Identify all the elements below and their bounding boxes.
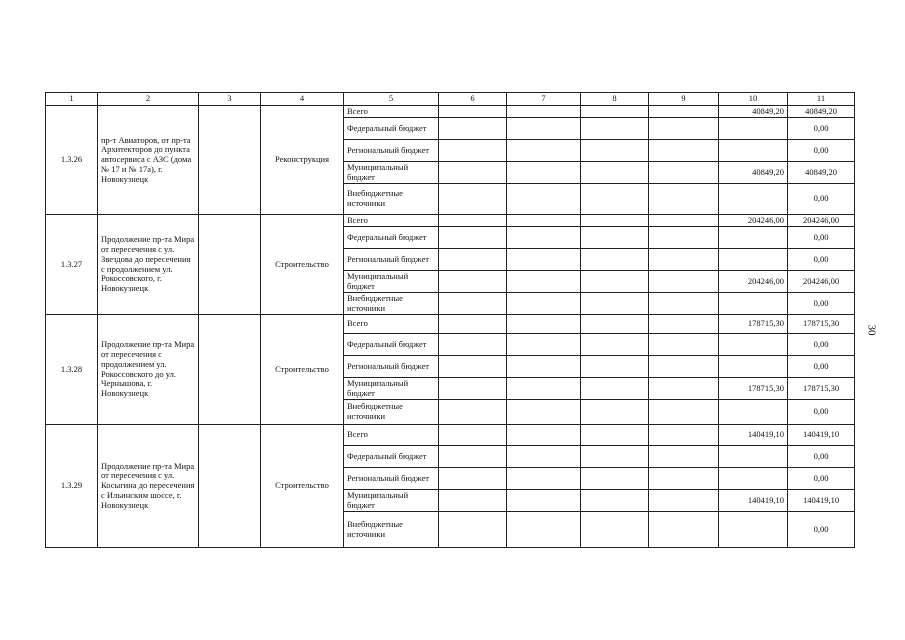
project-number: 1.3.27	[46, 215, 98, 315]
empty-cell	[507, 271, 581, 293]
empty-cell	[507, 118, 581, 140]
empty-cell	[649, 490, 719, 512]
funding-source: Всего	[344, 215, 439, 227]
empty-cell	[439, 425, 507, 446]
empty-cell	[581, 271, 649, 293]
empty-cell	[649, 315, 719, 334]
empty-cell	[581, 468, 649, 490]
amount-col10	[719, 334, 788, 356]
funding-source: Внебюджетные источники	[344, 512, 439, 548]
amount-col11: 178715,30	[788, 378, 855, 400]
empty-cell	[581, 490, 649, 512]
empty-cell	[649, 227, 719, 249]
empty-cell	[581, 315, 649, 334]
empty-cell	[581, 140, 649, 162]
empty-cell	[507, 400, 581, 425]
empty-cell	[649, 446, 719, 468]
empty-cell	[439, 512, 507, 548]
empty-cell	[507, 162, 581, 184]
empty-cell	[439, 356, 507, 378]
column-3-cell	[199, 425, 261, 548]
table-row	[46, 106, 855, 118]
funding-source: Всего	[344, 106, 439, 118]
project-name: Продолжение пр-та Мира от пересечения с ул. Звездова до пересечения с продолжением ул. Рокоссовского, г. Новокузнецк	[98, 215, 199, 315]
empty-cell	[507, 215, 581, 227]
amount-col10: 140419,10	[719, 425, 788, 446]
empty-cell	[507, 425, 581, 446]
amount-col11: 0,00	[788, 293, 855, 315]
amount-col11: 0,00	[788, 446, 855, 468]
empty-cell	[507, 184, 581, 215]
amount-col10: 204246,00	[719, 271, 788, 293]
empty-cell	[439, 140, 507, 162]
project-number: 1.3.28	[46, 315, 98, 425]
amount-col11: 40849,20	[788, 106, 855, 118]
empty-cell	[507, 315, 581, 334]
empty-cell	[649, 106, 719, 118]
amount-col11: 0,00	[788, 468, 855, 490]
funding-source: Региональный бюджет	[344, 356, 439, 378]
empty-cell	[581, 162, 649, 184]
empty-cell	[439, 468, 507, 490]
amount-col11: 0,00	[788, 356, 855, 378]
empty-cell	[649, 378, 719, 400]
empty-cell	[581, 293, 649, 315]
page-number: 30	[865, 324, 878, 336]
column-number-header: 2	[98, 93, 199, 106]
empty-cell	[507, 227, 581, 249]
amount-col11: 140419,10	[788, 425, 855, 446]
empty-cell	[439, 293, 507, 315]
empty-cell	[649, 425, 719, 446]
empty-cell	[649, 162, 719, 184]
funding-source: Муниципальный бюджет	[344, 490, 439, 512]
funding-source: Всего	[344, 425, 439, 446]
empty-cell	[649, 271, 719, 293]
amount-col11: 0,00	[788, 400, 855, 425]
amount-col10: 140419,10	[719, 490, 788, 512]
empty-cell	[439, 249, 507, 271]
empty-cell	[649, 400, 719, 425]
empty-cell	[581, 249, 649, 271]
empty-cell	[649, 215, 719, 227]
empty-cell	[507, 334, 581, 356]
amount-col10	[719, 512, 788, 548]
work-type: Строительство	[261, 425, 344, 548]
funding-source: Всего	[344, 315, 439, 334]
funding-source: Региональный бюджет	[344, 140, 439, 162]
funding-source: Региональный бюджет	[344, 468, 439, 490]
empty-cell	[649, 512, 719, 548]
amount-col11: 140419,10	[788, 490, 855, 512]
funding-source: Федеральный бюджет	[344, 334, 439, 356]
project-name: Продолжение пр-та Мира от пересечения с продолжением ул. Рокоссовского до ул. Чернышова, г. Новокузнецк	[98, 315, 199, 425]
empty-cell	[649, 118, 719, 140]
amount-col10	[719, 184, 788, 215]
empty-cell	[649, 249, 719, 271]
column-number-header: 8	[581, 93, 649, 106]
empty-cell	[581, 425, 649, 446]
funding-source: Региональный бюджет	[344, 249, 439, 271]
funding-source: Муниципальный бюджет	[344, 378, 439, 400]
empty-cell	[507, 468, 581, 490]
amount-col11: 0,00	[788, 334, 855, 356]
empty-cell	[581, 378, 649, 400]
empty-cell	[581, 184, 649, 215]
project-name: пр-т Авиаторов, от пр-та Архитекторов до пункта автосервиса с АЗС (дома № 17 и № 17а), г. Новокузнецк	[98, 106, 199, 215]
empty-cell	[581, 334, 649, 356]
amount-col10: 178715,30	[719, 315, 788, 334]
empty-cell	[581, 227, 649, 249]
empty-cell	[649, 356, 719, 378]
amount-col11: 0,00	[788, 512, 855, 548]
column-number-header: 10	[719, 93, 788, 106]
column-number-header: 7	[507, 93, 581, 106]
empty-cell	[439, 378, 507, 400]
table-row	[46, 425, 855, 446]
empty-cell	[649, 184, 719, 215]
column-3-cell	[199, 106, 261, 215]
empty-cell	[439, 490, 507, 512]
empty-cell	[581, 400, 649, 425]
amount-col10	[719, 293, 788, 315]
table-row	[46, 215, 855, 227]
empty-cell	[649, 140, 719, 162]
amount-col11: 0,00	[788, 227, 855, 249]
empty-cell	[581, 512, 649, 548]
funding-source: Внебюджетные источники	[344, 184, 439, 215]
work-type: Реконструкция	[261, 106, 344, 215]
funding-source: Муниципальный бюджет	[344, 271, 439, 293]
empty-cell	[439, 118, 507, 140]
amount-col11: 40849,20	[788, 162, 855, 184]
amount-col10	[719, 140, 788, 162]
empty-cell	[507, 293, 581, 315]
column-number-header-row	[46, 93, 855, 106]
amount-col10: 40849,20	[719, 106, 788, 118]
funding-source: Федеральный бюджет	[344, 227, 439, 249]
funding-source: Федеральный бюджет	[344, 446, 439, 468]
empty-cell	[439, 446, 507, 468]
amount-col10	[719, 249, 788, 271]
empty-cell	[581, 215, 649, 227]
amount-col11: 0,00	[788, 249, 855, 271]
empty-cell	[507, 249, 581, 271]
column-number-header: 5	[344, 93, 439, 106]
empty-cell	[439, 315, 507, 334]
empty-cell	[439, 215, 507, 227]
empty-cell	[507, 512, 581, 548]
column-number-header: 9	[649, 93, 719, 106]
column-number-header: 1	[46, 93, 98, 106]
empty-cell	[507, 446, 581, 468]
amount-col11: 0,00	[788, 140, 855, 162]
work-type: Строительство	[261, 215, 344, 315]
empty-cell	[649, 468, 719, 490]
empty-cell	[649, 334, 719, 356]
empty-cell	[439, 400, 507, 425]
empty-cell	[439, 162, 507, 184]
empty-cell	[507, 140, 581, 162]
empty-cell	[507, 378, 581, 400]
column-number-header: 4	[261, 93, 344, 106]
amount-col11: 0,00	[788, 118, 855, 140]
amount-col11: 178715,30	[788, 315, 855, 334]
table-body	[46, 93, 855, 548]
column-3-cell	[199, 315, 261, 425]
amount-col10	[719, 400, 788, 425]
funding-source: Внебюджетные источники	[344, 293, 439, 315]
empty-cell	[581, 118, 649, 140]
amount-col11: 0,00	[788, 184, 855, 215]
table-row	[46, 315, 855, 334]
empty-cell	[581, 106, 649, 118]
column-number-header: 3	[199, 93, 261, 106]
amount-col10: 40849,20	[719, 162, 788, 184]
amount-col10	[719, 356, 788, 378]
amount-col10	[719, 118, 788, 140]
empty-cell	[439, 227, 507, 249]
empty-cell	[581, 356, 649, 378]
funding-source: Муниципальный бюджет	[344, 162, 439, 184]
empty-cell	[439, 334, 507, 356]
empty-cell	[581, 446, 649, 468]
project-number: 1.3.26	[46, 106, 98, 215]
amount-col11: 204246,00	[788, 215, 855, 227]
column-number-header: 11	[788, 93, 855, 106]
amount-col10	[719, 468, 788, 490]
empty-cell	[507, 106, 581, 118]
amount-col11: 204246,00	[788, 271, 855, 293]
empty-cell	[439, 271, 507, 293]
funding-source: Федеральный бюджет	[344, 118, 439, 140]
amount-col10: 178715,30	[719, 378, 788, 400]
amount-col10	[719, 446, 788, 468]
project-name: Продолжение пр-та Мира от пересечения с ул. Косыгина до пересечения с Ильинским шоссе, г. Новокузнецк	[98, 425, 199, 548]
work-type: Строительство	[261, 315, 344, 425]
empty-cell	[507, 356, 581, 378]
budget-table	[45, 92, 855, 548]
amount-col10	[719, 227, 788, 249]
empty-cell	[649, 293, 719, 315]
column-3-cell	[199, 215, 261, 315]
column-number-header: 6	[439, 93, 507, 106]
project-number: 1.3.29	[46, 425, 98, 548]
empty-cell	[439, 106, 507, 118]
empty-cell	[439, 184, 507, 215]
amount-col10: 204246,00	[719, 215, 788, 227]
empty-cell	[507, 490, 581, 512]
funding-source: Внебюджетные источники	[344, 400, 439, 425]
